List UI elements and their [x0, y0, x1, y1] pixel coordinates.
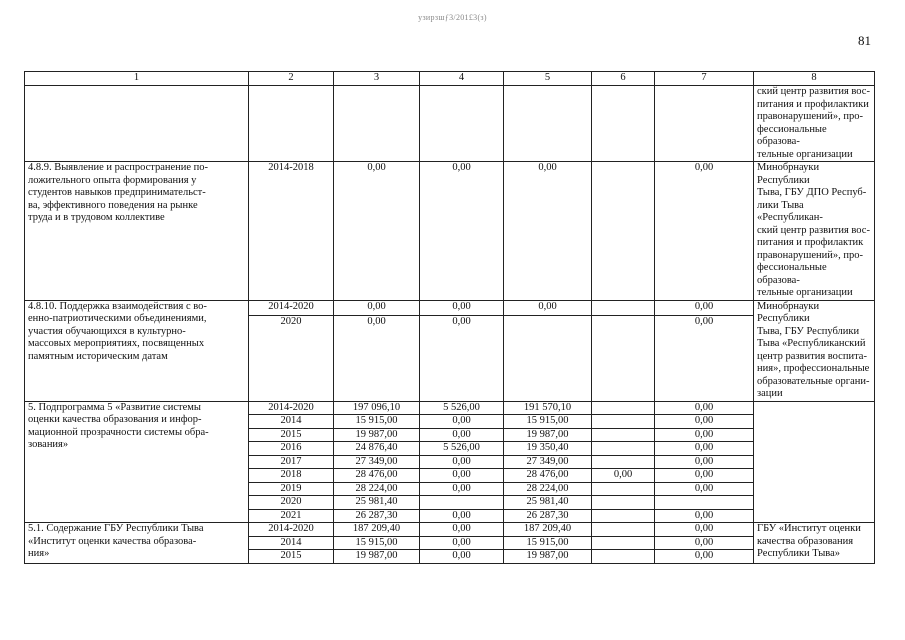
value-cell	[592, 550, 655, 564]
table-row	[25, 401, 875, 415]
period-cell: 2019	[249, 482, 334, 496]
table-row	[25, 523, 875, 537]
header-cell: 2	[249, 72, 334, 86]
executor-cell	[754, 401, 875, 523]
executor-cell: Минобрнауки Республики Тыва, ГБУ ДПО Респуб- лики Тыва «Республикан- ский центр развития вос- питания и профилактик правонарушений», про- фессиональные образова- тельные организации	[754, 162, 875, 301]
value-cell: 0,00	[655, 315, 754, 401]
value-cell	[655, 496, 754, 510]
period-cell: 2014-2020	[249, 523, 334, 537]
value-cell: 0,00	[420, 162, 504, 301]
period-cell: 2014	[249, 536, 334, 550]
value-cell: 28 224,00	[504, 482, 592, 496]
value-cell: 191 570,10	[504, 401, 592, 415]
value-cell: 28 224,00	[334, 482, 420, 496]
value-cell: 0,00	[420, 469, 504, 483]
header-cell: 5	[504, 72, 592, 86]
value-cell: 0,00	[420, 482, 504, 496]
value-cell	[420, 496, 504, 510]
document-code: узирзшƒ3/201£3(з)	[418, 13, 487, 22]
activity-cell: 4.8.9. Выявление и распространение по- ложительного опыта формирования у студентов навыков предпринимательст- ва, эффективного поведения на рынке труда и в трудовом коллективе	[25, 162, 249, 301]
value-cell: 0,00	[504, 300, 592, 315]
period-cell: 2015	[249, 550, 334, 564]
value-cell: 197 096,10	[334, 401, 420, 415]
value-cell: 0,00	[655, 300, 754, 315]
period-cell: 2014-2020	[249, 300, 334, 315]
period-cell: 2020	[249, 315, 334, 401]
value-cell: 187 209,40	[504, 523, 592, 537]
value-cell: 28 476,00	[334, 469, 420, 483]
value-cell: 0,00	[655, 523, 754, 537]
value-cell: 0,00	[655, 550, 754, 564]
budget-table	[24, 71, 875, 564]
value-cell	[592, 496, 655, 510]
value-cell: 0,00	[420, 550, 504, 564]
value-cell: 28 476,00	[504, 469, 592, 483]
value-cell: 26 287,30	[334, 509, 420, 523]
header-cell: 4	[420, 72, 504, 86]
value-cell: 0,00	[420, 455, 504, 469]
executor-cell: Минобрнауки Республики Тыва, ГБУ Республики Тыва «Республиканский центр развития воспита- ния», профессиональные образовательные органи- зации	[754, 300, 875, 401]
executor-cell: ГБУ «Институт оценки качества образования Республики Тыва»	[754, 523, 875, 564]
table-row	[25, 162, 875, 301]
header-cell: 3	[334, 72, 420, 86]
value-cell	[592, 415, 655, 429]
value-cell	[592, 428, 655, 442]
value-cell: 0,00	[420, 315, 504, 401]
activity-cell: 5.1. Содержание ГБУ Республики Тыва «Институт оценки качества образова- ния»	[25, 523, 249, 564]
value-cell	[592, 315, 655, 401]
value-cell: 0,00	[420, 509, 504, 523]
value-cell: 15 915,00	[504, 536, 592, 550]
value-cell: 0,00	[504, 162, 592, 301]
header-cell: 8	[754, 72, 875, 86]
value-cell: 26 287,30	[504, 509, 592, 523]
executor-cell: ский центр развития вос- питания и профилактики правонарушений», про- фессиональные образова- тельные организации	[754, 86, 875, 162]
period-cell: 2014-2020	[249, 401, 334, 415]
page-number: 81	[858, 33, 871, 48]
value-cell: 0,00	[334, 315, 420, 401]
header-cell: 7	[655, 72, 754, 86]
value-cell	[504, 315, 592, 401]
value-cell: 0,00	[334, 162, 420, 301]
value-cell: 0,00	[655, 415, 754, 429]
period-cell: 2018	[249, 469, 334, 483]
value-cell: 5 526,00	[420, 401, 504, 415]
period-cell: 2020	[249, 496, 334, 510]
value-cell: 0,00	[592, 469, 655, 483]
activity-cell: 5. Подпрограмма 5 «Развитие системы оценки качества образования и инфор- мационной прозрачности системы обра- зования»	[25, 401, 249, 523]
value-cell: 0,00	[655, 509, 754, 523]
period-cell: 2017	[249, 455, 334, 469]
value-cell	[592, 442, 655, 456]
value-cell: 0,00	[655, 455, 754, 469]
period-cell: 2014	[249, 415, 334, 429]
value-cell	[592, 509, 655, 523]
value-cell: 19 350,40	[504, 442, 592, 456]
table-header-row	[25, 72, 875, 86]
value-cell: 0,00	[655, 469, 754, 483]
value-cell: 0,00	[655, 162, 754, 301]
value-cell: 25 981,40	[504, 496, 592, 510]
value-cell: 19 987,00	[334, 428, 420, 442]
value-cell: 19 987,00	[504, 428, 592, 442]
value-cell: 0,00	[420, 300, 504, 315]
value-cell: 0,00	[655, 482, 754, 496]
header-cell: 1	[25, 72, 249, 86]
value-cell: 15 915,00	[504, 415, 592, 429]
period-cell: 2016	[249, 442, 334, 456]
value-cell: 0,00	[655, 536, 754, 550]
value-cell: 0,00	[655, 401, 754, 415]
value-cell: 15 915,00	[334, 415, 420, 429]
value-cell: 0,00	[655, 428, 754, 442]
header-cell: 6	[592, 72, 655, 86]
period-cell: 2015	[249, 428, 334, 442]
value-cell	[592, 455, 655, 469]
table-row	[25, 300, 875, 315]
value-cell: 0,00	[334, 300, 420, 315]
value-cell: 25 981,40	[334, 496, 420, 510]
value-cell	[592, 482, 655, 496]
value-cell: 0,00	[420, 523, 504, 537]
value-cell: 187 209,40	[334, 523, 420, 537]
value-cell	[592, 523, 655, 537]
value-cell: 5 526,00	[420, 442, 504, 456]
value-cell: 0,00	[420, 536, 504, 550]
value-cell	[592, 401, 655, 415]
value-cell: 19 987,00	[334, 550, 420, 564]
value-cell: 19 987,00	[504, 550, 592, 564]
table-row	[25, 86, 875, 162]
value-cell: 0,00	[420, 428, 504, 442]
value-cell: 27 349,00	[504, 455, 592, 469]
value-cell	[592, 536, 655, 550]
activity-cell: 4.8.10. Поддержка взаимодействия с во- енно-патриотическими объединениями, участия обучающихся в культурно- массовых мероприятиях, посвященных памятным историческим датам	[25, 300, 249, 401]
period-cell: 2014-2018	[249, 162, 334, 301]
value-cell: 27 349,00	[334, 455, 420, 469]
period-cell: 2021	[249, 509, 334, 523]
value-cell: 24 876,40	[334, 442, 420, 456]
value-cell: 15 915,00	[334, 536, 420, 550]
value-cell: 0,00	[655, 442, 754, 456]
value-cell	[592, 162, 655, 301]
value-cell: 0,00	[420, 415, 504, 429]
value-cell	[592, 300, 655, 315]
